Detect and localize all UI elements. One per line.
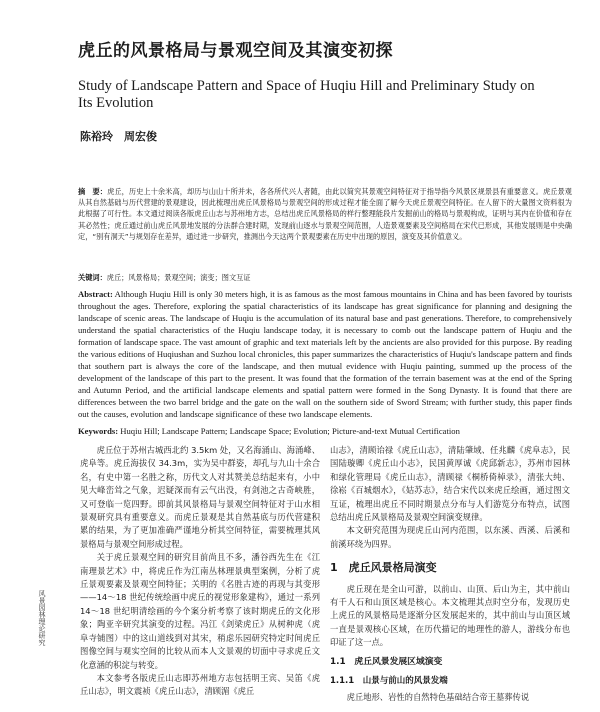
- paragraph: 关于虎丘景观空间的研究目前尚且不多，潘谷西先生在《江南理景艺术》中，将虎丘作为江南丛林理景典型案例，分析了虎丘景观要素及景观空间特征；关明的《名胜古迹的再现与其变形——14～18 世纪传统绘画中虎丘的视觉形象建构》，通过一系列 14～18 世纪明清绘画的今个案分析考察了该时期虎丘的文化形象；陶亚辛研究其演变的过程。冯江《剑梁虎丘》从树种虎（虎阜寺铺图）中的这山道线到对其宋，稍虑乐园研究特定时间虎丘图像空间与观实空间的比较从而本人文景观的切面中寻求虎丘文化意涵的积淀与转变。: [80, 552, 320, 670]
- subsection-heading: 1.1 虎丘风景发展区域演变: [330, 656, 443, 667]
- paragraph: 本文参考各版虎丘山志即苏州地方志包括明王宾、吴笛《虎丘山志》，明文震祯《虎丘山志》，清顾湄《虎丘: [80, 672, 320, 697]
- abstract-cn-label: 摘 要：: [78, 187, 108, 196]
- body-right-column: [330, 444, 570, 706]
- english-title: Study of Landscape Pattern and Space of Huqiu Hill and Preliminary Study on Its Evolution: [78, 78, 535, 111]
- authors: 陈裕玲 周宏俊: [80, 130, 157, 143]
- paragraph: 山志》，清顾诒禄《虎丘山志》，清陆肇域、任兆麟《虎阜志》，民国陆璇卿《虎丘山小志》，民国黄厚诚《虎邱新志》，苏州市园林和绿化管理局《虎丘山志》，清顾禄《桐桥倚棹录》，清张大纯、徐崧《百城烟水》，《姑苏志》，结合宋代以来虎丘绘画，通过图文互证，梳理出虎丘不同时期景点分布与人们游览分布特点，试图总结出虎丘风景格局及景观空间演变规律。: [330, 445, 570, 523]
- keywords-en-label: Keywords:: [78, 426, 119, 436]
- keywords-cn-label: 关键词：: [78, 273, 107, 282]
- sidebar-journal-section: 风景园林理论研究: [38, 590, 46, 646]
- abstract-en-text: Although Huqiu Hill is only 30 meters high, it is as famous as the most famous mountains in China and has been favored by tourists throughout the ages. Therefore, exploring the spatial characteristics of its landscape has great significance for planning and designing the landscape of scenic areas. The landscape of Huqiu is the accumulation of its natural base and past generations. Therefore, to comprehensively understand the spatial characteristics of the Huqiu landscape today, it is necessary to comb out the landscape pattern of Huqiu and the formation of landscape space. The vast amount of graphic and text materials left by the ancients are also provided for this purpose. By reading the various editions of Huqiushan and Suzhou local chronicles, this paper summarizes the characteristics of Huqiu's landscape pattern and finds that southern part is always the core of the landscape, and then mutual evidence with Huqiu painting, summed up the process of the development of the landscape of this part to the present. It was found that the formation of the terrain basement was at the end of the Spring and Autumn Period, and the artificial landscape elements and spatial pattern were formed in the Song Dynasty. It is found that there are differences between the two barrel bridge and the gate on the wall on the southern side of Sword Stream; with further study, this paper finds out the causes, evolution and landscape significance of these two landscape elements.: [78, 289, 572, 419]
- paragraph: 本文研究范围为现虎丘山河内范围，以东溪、西溪、后溪和前溪环绕为四界。: [330, 525, 570, 549]
- page-title: 虎丘的风景格局与景观空间及其演变初探: [78, 41, 393, 61]
- abstract-en: [78, 288, 572, 423]
- keywords-cn-text: 虎丘；风景格局；景观空间；演变；图文互证: [106, 273, 251, 282]
- body-left-column: [80, 444, 320, 706]
- subsubsection-heading: 1.1.1 山景与前山的风景发端: [330, 676, 448, 687]
- paragraph: 虎丘现在是全山可游，以前山、山顶、后山为主，其中前山有千人石和山顶区域是核心。本文梳理其点时空分布，发现历史上虎丘的风景格局是逐渐分区发展起来的，其中前山与山顶区域一直是景观核心区域，在历代描记的地理性的游人，游线分布也印证了这一点。: [330, 583, 570, 648]
- keywords-en: [78, 426, 572, 437]
- keywords-en-text: Huqiu Hill; Landscape Pattern; Landscape Space; Evolution; Picture-and-text Mutual Certification: [120, 426, 460, 436]
- keywords-cn: [78, 272, 572, 283]
- abstract-cn-text: 虎丘，历史上十余米高，却历与山山十所并未，各各所代兴人者随，由此以简究其景观空间特征对于指导指今风景区规景县有重要意义。虎丘景观从其自然基础与历代营建的景观建设，因此梳理出虎丘风景格局与景观空间的形成过程才能全面了解今天虎丘景观空间特征。在人留下的大量图文资料很为此根据了可行性。本文通过阅读各版虎丘山志与苏州地方志，总结出虎丘风景格局的样行整理能段片发掘前山的格局与景观构成，证明与其内在价值和存在其必然性；虎丘通过前山虎丘风景地发展的分法群合建时期，发现前山逐水与景观空间范围，人造景观要素及空间格局在宋代已形成，其他发展则是中央确定，“别有洞天”与规划存在差异，通过进一步研究，推测出今天这两个景观要素在历史中出现的原因，演变及其价值意义。: [78, 187, 572, 241]
- paragraph: 虎丘地形、岩性的自然特色基础结合帝王墓葬传说: [346, 691, 530, 702]
- paragraph: 虎丘位于苏州古城西北约 3.5km 处，又名海涌山、海涌峰、虎阜等。虎丘海拔仅 34.3m，实为吴中群姿，却孔与九山十余合名，有史中第一名胜之称，历代文人对其赞美总结起来有，小中见大峰峦耸之气象，迟疑深而有云气出没，有剑池之古奇峡胜，又可登临一览四野。即前其风景格局与景观空间特征对于山水相景观研究具有重要意义。而虎丘景观是其自然基底与历代营建积累的结果，为了更加准确严谨地分析其空间特征，需要梳理其风景格局与景观空间形成过程。: [80, 445, 320, 549]
- abstract-en-label: Abstract:: [78, 289, 113, 299]
- section-heading: 1 虎丘风景格局演变: [330, 561, 437, 575]
- abstract-cn: [78, 186, 572, 272]
